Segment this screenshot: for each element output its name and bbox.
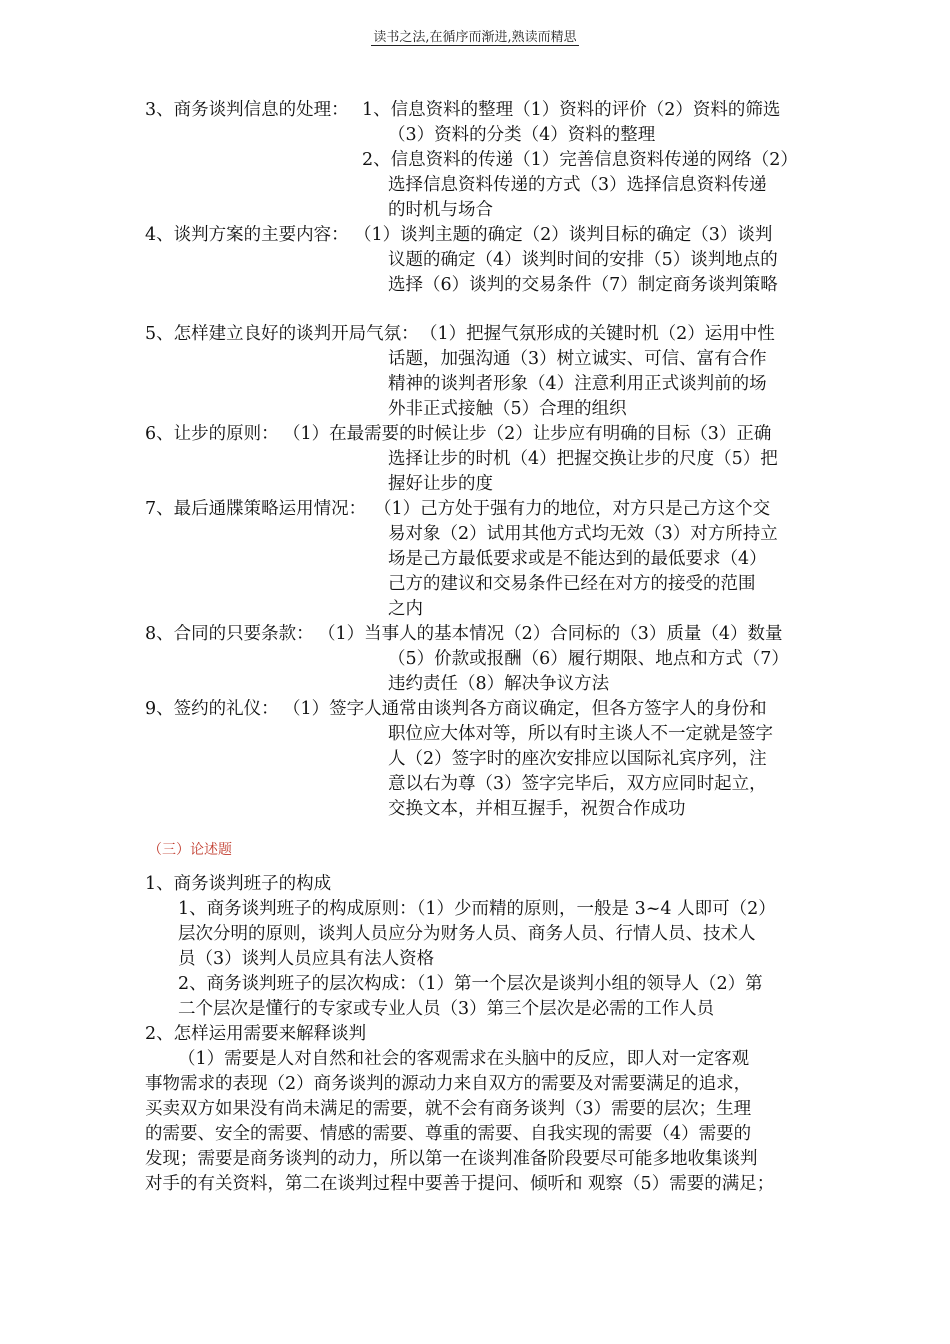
section-number: （三） [148,842,190,858]
item-7-line: 己方的建议和交易条件已经在对方的接受的范围 [388,574,756,594]
item-6-line: 握好让步的度 [388,474,493,494]
essay-line: 事物需求的表现（2）商务谈判的源动力来自双方的需要及对需要满足的追求， [145,1074,752,1094]
item-5-line: 精神的谈判者形象（4）注意利用正式谈判前的场 [388,374,767,394]
item-8-line: （5）价款或报酬（6）履行期限、地点和方式（7） [388,649,789,669]
item-7-line: 之内 [388,599,423,619]
item-3-line: 的时机与场合 [388,200,493,220]
item-5-lead: 5、怎样建立良好的谈判开局气氛： [145,324,419,344]
item-3-line: 1、信息资料的整理（1）资料的评价（2）资料的筛选 [362,100,781,120]
item-5-line: （1）把握气氛形成的关键时机（2）运用中性 [420,324,775,344]
essay-line: 员（3）谈判人员应具有法人资格 [178,949,435,969]
item-3-lead: 3、商务谈判信息的处理： [145,100,349,120]
item-8-line: 违约责任（8）解决争议方法 [388,674,610,694]
essay-line: 买卖双方如果没有尚未满足的需要，就不会有商务谈判（3）需要的层次；生理 [145,1099,752,1119]
item-8-lead: 8、合同的只要条款： [145,624,314,644]
essay-line: 1、商务谈判班子的构成原则：（1）少而精的原则，一般是 3~4 人即可（2） [178,899,776,919]
item-9-line: 意以右为尊（3）签字完毕后，双方应同时起立， [388,774,767,794]
item-3-line: 选择信息资料传递的方式（3）选择信息资料传递 [388,175,767,195]
essay-line: （1）需要是人对自然和社会的客观需求在头脑中的反应，即人对一定客观 [178,1049,750,1069]
item-6-line: （1）在最需要的时候让步（2）让步应有明确的目标（3）正确 [283,424,772,444]
item-7-lead: 7、最后通牒策略运用情况： [145,499,367,519]
item-9-line: 人（2）签字时的座次安排应以国际礼宾序列，注 [388,749,767,769]
essay-line: 2、商务谈判班子的层次构成：（1）第一个层次是谈判小组的领导人（2）第 [178,974,763,994]
item-9-line: 职位应大体对等，所以有时主谈人不一定就是签字 [388,724,773,744]
page-header [0,26,950,45]
item-9-line: （1）签字人通常由谈判各方商议确定，但各方签字人的身份和 [283,699,767,719]
item-7-line: （1）己方处于强有力的地位，对方只是己方这个交 [374,499,771,519]
item-8-line: （1）当事人的基本情况（2）合同标的（3）质量（4）数量 [318,624,783,644]
item-9-line: 交换文本，并相互握手，祝贺合作成功 [388,799,686,819]
essay-line: 2、怎样运用需要来解释谈判 [145,1024,367,1044]
item-9-lead: 9、签约的礼仪： [145,699,279,719]
item-6-line: 选择让步的时机（4）把握交换让步的尺度（5）把 [388,449,778,469]
item-3-line: 2、信息资料的传递（1）完善信息资料传递的网络（2） [362,150,798,170]
essay-line: 二个层次是懂行的专家或专业人员（3）第三个层次是必需的工作人员 [178,999,715,1019]
essay-line: 1、商务谈判班子的构成 [145,874,332,894]
item-6-lead: 6、让步的原则： [145,424,279,444]
section-title: 论述题 [190,842,232,858]
essay-line: 的需要、安全的需要、情感的需要、尊重的需要、自我实现的需要（4）需要的 [145,1124,752,1144]
essay-line: 层次分明的原则，谈判人员应分为财务人员、商务人员、行情人员、技术人 [178,924,756,944]
item-7-line: 场是己方最低要求或是不能达到的最低要求（4） [388,549,767,569]
item-4-line: （1）谈判主题的确定（2）谈判目标的确定（3）谈判 [354,225,773,245]
section-heading [148,839,232,859]
item-4-lead: 4、谈判方案的主要内容： [145,225,349,245]
item-7-line: 易对象（2）试用其他方式均无效（3）对方所持立 [388,524,778,544]
item-5-line: 外非正式接触（5）合理的组织 [388,399,627,419]
header-motto: 读书之法,在循序而渐进,熟读而精思 [373,30,577,45]
item-3-line: （3）资料的分类（4）资料的整理 [388,125,656,145]
item-4-line: 选择（6）谈判的交易条件（7）制定商务谈判策略 [388,275,778,295]
essay-line: 发现；需要是商务谈判的动力，所以第一在谈判准备阶段要尽可能多地收集谈判 [145,1149,758,1169]
item-5-line: 话题，加强沟通（3）树立诚实、可信、富有合作 [388,349,767,369]
essay-line: 对手的有关资料，第二在谈判过程中要善于提问、倾听和 观察（5）需要的满足； [145,1174,775,1194]
item-4-line: 议题的确定（4）谈判时间的安排（5）谈判地点的 [388,250,778,270]
